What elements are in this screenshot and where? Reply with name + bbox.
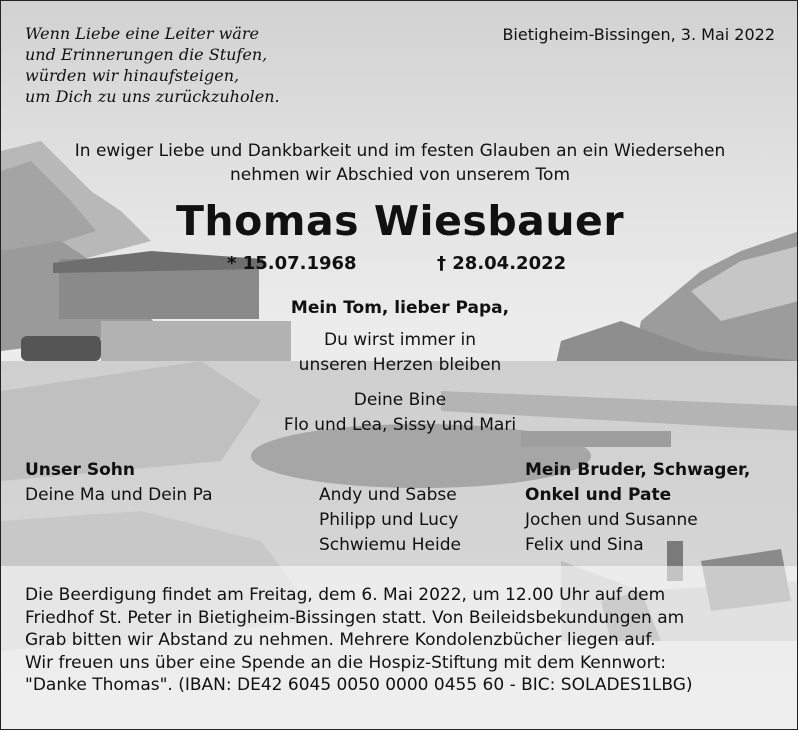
dedication-line: unseren Herzen bleiben: [298, 355, 502, 375]
left-column-heading: Unser Sohn: [25, 460, 135, 480]
funeral-details-line: Friedhof St. Peter in Bietigheim-Bissingen statt. Von Beileidsbekundungen am: [25, 607, 685, 628]
intro-line: In ewiger Liebe und Dankbarkeit und im festen Glauben an ein Wiedersehen: [74, 141, 726, 161]
funeral-details-line: Wir freuen uns über eine Spende an die Hospiz-Stiftung mit dem Kennwort:: [25, 652, 666, 673]
intro-line: nehmen wir Abschied von unserem Tom: [230, 165, 570, 185]
funeral-details-line: Grab bitten wir Abstand zu nehmen. Mehrere Kondolenzbücher liegen auf.: [25, 630, 656, 650]
poem-line: um Dich zu uns zurückzuholen.: [25, 87, 280, 106]
right-column-line: Jochen und Susanne: [525, 510, 698, 530]
funeral-details-line: Die Beerdigung findet am Freitag, dem 6. Mai 2022, um 12.00 Uhr auf dem: [25, 585, 666, 605]
middle-column-line: Philipp und Lucy: [319, 510, 459, 530]
right-column-heading: Onkel und Pate: [525, 485, 672, 505]
middle-column-line: Schwiemu Heide: [319, 535, 461, 555]
death-date: † 28.04.2022: [437, 253, 567, 274]
left-column-line: Deine Ma und Dein Pa: [25, 485, 213, 505]
middle-column-line: Andy und Sabse: [319, 485, 457, 505]
poem-line: Wenn Liebe eine Leiter wäre: [25, 24, 259, 43]
poem-line: und Erinnerungen die Stufen,: [25, 45, 268, 64]
poem: [25, 23, 280, 107]
left-column: [25, 458, 213, 508]
right-column-line: Felix und Sina: [525, 535, 644, 555]
funeral-details: [25, 584, 693, 697]
funeral-details-line: "Danke Thomas". (IBAN: DE42 6045 0050 0000 0455 60 - BIC: SOLADES1LBG): [25, 675, 693, 695]
place-date: Bietigheim-Bissingen, 3. Mai 2022: [502, 25, 775, 44]
birth-date: * 15.07.1968: [227, 253, 357, 274]
right-column: [525, 458, 750, 558]
right-column-heading: Mein Bruder, Schwager,: [525, 460, 751, 480]
family-line: Deine Bine: [353, 390, 447, 410]
middle-column: [319, 483, 461, 558]
deceased-name: Thomas Wiesbauer: [175, 197, 625, 245]
dedication-heading: Mein Tom, lieber Papa,: [290, 298, 510, 318]
dedication-line: Du wirst immer in: [323, 330, 476, 350]
family-line: Flo und Lea, Sissy und Mari: [283, 415, 517, 435]
poem-line: würden wir hinaufsteigen,: [25, 66, 240, 85]
